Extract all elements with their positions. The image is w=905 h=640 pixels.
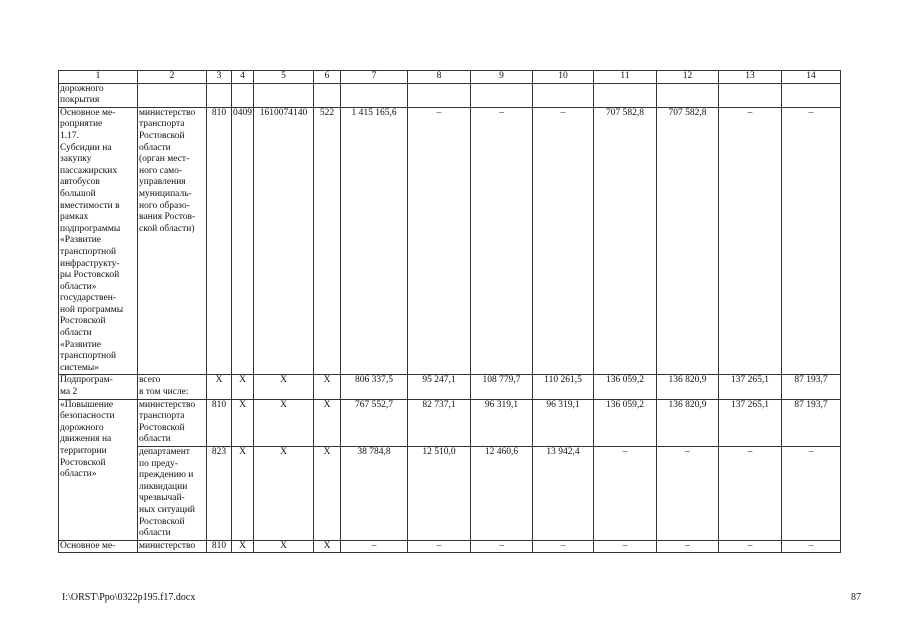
footer-file-path: I:\ORST\Ppo\0322p195.f17.docx [62, 592, 196, 603]
amount-cell: 767 552,7 [341, 399, 408, 446]
amount-cell: – [408, 107, 471, 375]
expense-type-cell: X [314, 375, 341, 399]
section-code-cell: X [232, 399, 254, 446]
header-cell: 2 [138, 71, 207, 84]
amount-cell: 108 779,7 [471, 375, 533, 399]
event-name-cell: Основное ме- роприятие 1.17. Субсидии на закупку пассажирских автобусов большой вместимости в рамках подпрограммы «Развитие транспортной инфраструкту- ры Ростовской области» государствен- ной программы Ростовской области «Развитие транспортной системы» [59, 107, 138, 375]
amount-cell: 96 319,1 [471, 399, 533, 446]
amount-cell: 137 265,1 [719, 375, 782, 399]
executor-cell: министерство транспорта Ростовской области [138, 399, 207, 446]
section-code-cell: 0409 [232, 107, 254, 375]
amount-cell: 136 820,9 [657, 399, 719, 446]
header-cell: 11 [594, 71, 657, 84]
amount-cell: – [782, 447, 841, 541]
header-row [59, 71, 841, 84]
table-cell [782, 83, 841, 107]
table-row-department [59, 447, 841, 541]
subprogram-name-cell: Подпрограм- ма 2 [59, 375, 138, 399]
amount-cell: 136 059,2 [594, 399, 657, 446]
amount-cell: 707 582,8 [657, 107, 719, 375]
executor-cell: министерство [138, 540, 207, 553]
amount-cell: – [408, 540, 471, 553]
amount-cell: 806 337,5 [341, 375, 408, 399]
table-row-next-event [59, 540, 841, 553]
amount-cell: 87 193,7 [782, 375, 841, 399]
target-article-cell: X [254, 447, 314, 541]
amount-cell: – [594, 447, 657, 541]
table-cell [719, 83, 782, 107]
table-row-main-event [59, 107, 841, 375]
table-cell [138, 83, 207, 107]
section-code-cell: X [232, 540, 254, 553]
table-row-continuation [59, 83, 841, 107]
amount-cell: 87 193,7 [782, 399, 841, 446]
table-row-subprogram-total [59, 375, 841, 399]
grbs-code-cell: 810 [207, 399, 232, 446]
expense-type-cell: 522 [314, 107, 341, 375]
amount-cell: 110 261,5 [533, 375, 594, 399]
target-article-cell: X [254, 399, 314, 446]
amount-cell: – [719, 107, 782, 375]
header-cell: 8 [408, 71, 471, 84]
header-cell: 5 [254, 71, 314, 84]
table-cell [232, 83, 254, 107]
amount-cell: 82 737,1 [408, 399, 471, 446]
amount-cell: – [657, 540, 719, 553]
grbs-code-cell: 823 [207, 447, 232, 541]
expense-type-cell: X [314, 447, 341, 541]
header-cell: 14 [782, 71, 841, 84]
amount-cell: – [533, 540, 594, 553]
table-cell [657, 83, 719, 107]
amount-cell: – [594, 540, 657, 553]
table-cell [254, 83, 314, 107]
amount-cell: 13 942,4 [533, 447, 594, 541]
table-cell [341, 83, 408, 107]
amount-cell: 707 582,8 [594, 107, 657, 375]
amount-cell: – [657, 447, 719, 541]
section-code-cell: X [232, 375, 254, 399]
amount-cell: 12 460,6 [471, 447, 533, 541]
header-cell: 13 [719, 71, 782, 84]
amount-cell: – [782, 540, 841, 553]
amount-cell: – [719, 540, 782, 553]
amount-cell: – [471, 107, 533, 375]
amount-cell: 1 415 165,6 [341, 107, 408, 375]
header-cell: 7 [341, 71, 408, 84]
table-row-ministry [59, 399, 841, 446]
table-cell [471, 83, 533, 107]
header-cell: 12 [657, 71, 719, 84]
amount-cell: 38 784,8 [341, 447, 408, 541]
executor-cell: министерство транспорта Ростовской области (орган мест- ного само- управления муниципаль- ного образо- вания Ростов- ской области) [138, 107, 207, 375]
header-cell: 10 [533, 71, 594, 84]
grbs-code-cell: X [207, 375, 232, 399]
amount-cell: 136 820,9 [657, 375, 719, 399]
amount-cell: 95 247,1 [408, 375, 471, 399]
expense-type-cell: X [314, 540, 341, 553]
amount-cell: – [782, 107, 841, 375]
budget-table [58, 70, 841, 553]
grbs-code-cell: 810 [207, 107, 232, 375]
expense-type-cell: X [314, 399, 341, 446]
target-article-cell: X [254, 375, 314, 399]
table-cell [207, 83, 232, 107]
event-name-cell: Основное ме- [59, 540, 138, 553]
header-cell: 4 [232, 71, 254, 84]
grbs-code-cell: 810 [207, 540, 232, 553]
subprogram-name-cell: «Повышение безопасности дорожного движения на территории Ростовской области» [59, 399, 138, 540]
target-article-cell: X [254, 540, 314, 553]
header-cell: 1 [59, 71, 138, 84]
page-number: 87 [851, 592, 861, 603]
table-cell [408, 83, 471, 107]
header-cell: 3 [207, 71, 232, 84]
table-cell [594, 83, 657, 107]
target-article-cell: 1610074140 [254, 107, 314, 375]
executor-cell: всего в том числе: [138, 375, 207, 399]
amount-cell: – [533, 107, 594, 375]
event-name-cell: дорожного покрытия [59, 83, 138, 107]
executor-cell: департамент по преду- преждению и ликвидации чрезвычай- ных ситуаций Ростовской области [138, 447, 207, 541]
section-code-cell: X [232, 447, 254, 541]
header-cell: 6 [314, 71, 341, 84]
amount-cell: 96 319,1 [533, 399, 594, 446]
amount-cell: 137 265,1 [719, 399, 782, 446]
table-cell [533, 83, 594, 107]
amount-cell: 12 510,0 [408, 447, 471, 541]
amount-cell: 136 059,2 [594, 375, 657, 399]
table-cell [314, 83, 341, 107]
amount-cell: – [341, 540, 408, 553]
amount-cell: – [471, 540, 533, 553]
amount-cell: – [719, 447, 782, 541]
header-cell: 9 [471, 71, 533, 84]
